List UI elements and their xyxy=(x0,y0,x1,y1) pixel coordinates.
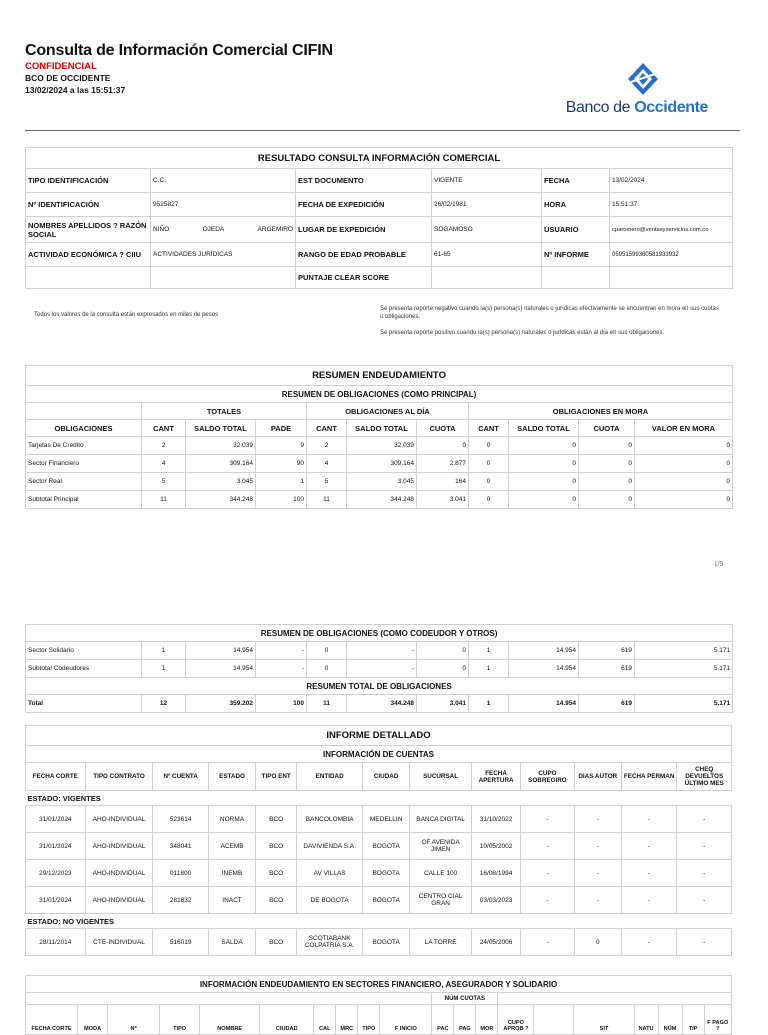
table-cell: - xyxy=(621,887,676,914)
table-cell: 0 xyxy=(469,455,509,473)
table-cell: AV VILLAS xyxy=(297,860,363,887)
table-cell: 619 xyxy=(579,695,635,713)
table-cell: 11 xyxy=(307,695,347,713)
column-header xyxy=(534,1005,574,1035)
table-cell: 348041 xyxy=(153,833,208,860)
table-cell: BOGOTA xyxy=(363,833,410,860)
vigentes-rows xyxy=(26,806,732,914)
table-cell: 11 xyxy=(142,491,186,509)
fecha-exp-value: 26/02/1981 xyxy=(432,193,542,217)
table-cell: CTE-INDIVIDUAL xyxy=(85,929,153,956)
est-doc-label: EST DOCUMENTO xyxy=(296,169,432,193)
no-vigentes-rows xyxy=(26,929,732,956)
table-cell: - xyxy=(621,833,676,860)
total-row xyxy=(26,695,733,713)
table-cell: BCO xyxy=(256,806,297,833)
table-cell: INEMB xyxy=(208,860,255,887)
table-cell: - xyxy=(521,806,574,833)
table-cell: 10/05/2002 xyxy=(471,833,520,860)
report-title: Consulta de Información Comercial CIFIN xyxy=(25,42,333,59)
lugar-exp-value: SOGAMOSO xyxy=(432,217,542,243)
resumen-caption: RESUMEN ENDEUDAMIENTO xyxy=(26,366,733,386)
table-cell: 2 xyxy=(142,437,186,455)
report-header xyxy=(25,42,740,132)
table-cell: BCO xyxy=(256,887,297,914)
column-header: CIUDAD xyxy=(363,763,410,791)
col-saldo-total: SALDO TOTAL xyxy=(186,420,256,437)
column-header: Nº xyxy=(108,1005,160,1035)
table-cell: Sector Solidario xyxy=(26,642,142,660)
table-cell: 14.954 xyxy=(509,642,579,660)
table-cell: 619 xyxy=(579,642,635,660)
table-row xyxy=(26,455,733,473)
table-cell: 1 xyxy=(469,642,509,660)
table-cell: 31/10/2022 xyxy=(471,806,520,833)
table-cell: 0 xyxy=(579,491,635,509)
column-header: FECHA CORTE xyxy=(26,1005,78,1035)
table-cell: 5.171 xyxy=(635,642,733,660)
column-header: FECHA APERTURA xyxy=(471,763,520,791)
table-cell: DAVIVIENDA S.A. xyxy=(297,833,363,860)
codeudor-table xyxy=(25,624,733,713)
group-mora: OBLIGACIONES EN MORA xyxy=(469,403,733,420)
est-doc-value: VIGENTE xyxy=(432,169,542,193)
codeudor-caption: RESUMEN DE OBLIGACIONES (COMO CODEUDOR Y OTROS) xyxy=(26,625,733,642)
table-cell: 523614 xyxy=(153,806,208,833)
table-cell: BOGOTA xyxy=(363,929,410,956)
table-cell: Subtotal Codeudores xyxy=(26,660,142,678)
resultado-caption: RESULTADO CONSULTA INFORMACIÓN COMERCIAL xyxy=(26,148,733,169)
resultado-table xyxy=(25,147,733,289)
table-cell: Sector Financiero xyxy=(26,455,142,473)
total-rows xyxy=(26,695,733,713)
confidential-label: CONFIDENCIAL xyxy=(25,61,97,72)
table-cell: - xyxy=(347,642,417,660)
table-cell: 344.248 xyxy=(186,491,256,509)
note-values-thousands: Todos los valores de la consulta están expresados en miles de pesos xyxy=(34,312,219,318)
table-cell: - xyxy=(677,833,732,860)
table-cell: 1 xyxy=(142,660,186,678)
resumen-rows xyxy=(26,437,733,509)
rango-value: 61-65 xyxy=(432,243,542,267)
table-row xyxy=(26,833,732,860)
table-cell: 14.954 xyxy=(509,660,579,678)
lugar-exp-label: LUGAR DE EXPEDICIÓN xyxy=(296,217,432,243)
table-cell: Subtotal Principal xyxy=(26,491,142,509)
endeudamiento-table xyxy=(25,975,732,1035)
table-cell: - xyxy=(621,929,676,956)
nombres-label: NOMBRES APELLIDOS ? RAZÓN SOCIAL xyxy=(26,217,151,243)
table-cell: - xyxy=(574,887,621,914)
table-cell: 0 xyxy=(417,437,469,455)
table-cell: - xyxy=(677,860,732,887)
note-negative-report: Se presenta reporte negativo cuando la(s) persona(s) naturales o jurídicas efectivamente se encuentran en mora en sus cuotas u obligaciones. xyxy=(380,306,719,320)
hora-label: HORA xyxy=(542,193,610,217)
table-cell: 0 xyxy=(509,437,579,455)
datetime-line: 13/02/2024 a las 15:51:37 xyxy=(25,85,126,95)
table-cell: - xyxy=(677,929,732,956)
num-id-value: 9525827 xyxy=(151,193,296,217)
table-cell: 9 xyxy=(256,437,307,455)
table-cell: BANCOLOMBIA xyxy=(297,806,363,833)
table-cell: 3.041 xyxy=(417,695,469,713)
column-header: TIPO CONTRATO xyxy=(85,763,153,791)
group-totales: TOTALES xyxy=(142,403,307,420)
column-header: TIP xyxy=(682,1005,704,1035)
bank-line: BCO DE OCCIDENTE xyxy=(25,73,111,83)
col-cuota: CUOTA xyxy=(417,420,469,437)
table-cell: AHO-INDIVIDUAL xyxy=(85,833,153,860)
col-obligaciones: OBLIGACIONES xyxy=(26,420,142,437)
table-cell: 14.954 xyxy=(186,642,256,660)
table-cell: 1 xyxy=(469,695,509,713)
column-header: Nº CUENTA xyxy=(153,763,208,791)
table-cell: 0 xyxy=(469,491,509,509)
fecha-label: FECHA xyxy=(542,169,610,193)
table-cell: Tarjetas De Credito xyxy=(26,437,142,455)
table-cell: 1 xyxy=(256,473,307,491)
estado-vigentes-label: ESTADO: VIGENTES xyxy=(26,791,732,806)
table-cell: 5 xyxy=(142,473,186,491)
column-header: MODA xyxy=(78,1005,108,1035)
table-cell: 011800 xyxy=(153,860,208,887)
table-cell: AHO-INDIVIDUAL xyxy=(85,860,153,887)
table-cell: 32.039 xyxy=(347,437,417,455)
table-cell: - xyxy=(347,660,417,678)
column-header: PAG xyxy=(454,1005,476,1035)
table-cell: LA TORRE xyxy=(410,929,472,956)
table-row xyxy=(26,660,733,678)
table-cell: 0 xyxy=(509,491,579,509)
column-header: NÚM xyxy=(658,1005,682,1035)
column-header: ENTIDAD xyxy=(297,763,363,791)
num-id-label: Nº IDENTIFICACIÓN xyxy=(26,193,151,217)
column-header: NATU xyxy=(634,1005,658,1035)
resumen-table xyxy=(25,365,733,509)
table-cell: - xyxy=(621,806,676,833)
usuario-value: cparomero@ventasyservicios.com.co xyxy=(610,217,733,243)
column-header: ESTADO xyxy=(208,763,255,791)
table-cell: 12 xyxy=(142,695,186,713)
nombres-value xyxy=(151,217,296,243)
table-cell: 359.202 xyxy=(186,695,256,713)
column-header: TIPO xyxy=(358,1005,380,1035)
col-cant: CANT xyxy=(307,420,347,437)
column-header: TIPO xyxy=(160,1005,200,1035)
logo-text-banco: Banco de xyxy=(565,99,635,116)
table-cell: 164 xyxy=(417,473,469,491)
table-cell: 11 xyxy=(307,491,347,509)
table-cell: 0 xyxy=(509,473,579,491)
table-cell: 3.045 xyxy=(186,473,256,491)
codeudor-rows xyxy=(26,642,733,678)
table-cell: - xyxy=(256,642,307,660)
table-cell: - xyxy=(256,660,307,678)
usuario-label: USUARIO xyxy=(542,217,610,243)
table-cell: 31/01/2024 xyxy=(26,806,86,833)
nombre-2: OJEDA xyxy=(202,226,225,233)
table-cell: 0 xyxy=(574,929,621,956)
bank-logo xyxy=(548,62,708,122)
table-cell: - xyxy=(521,929,574,956)
col-cuota: CUOTA xyxy=(579,420,635,437)
table-cell: - xyxy=(574,806,621,833)
col-saldo-total: SALDO TOTAL xyxy=(509,420,579,437)
column-header: F PAGO ? xyxy=(704,1005,731,1035)
table-cell: 0 xyxy=(417,642,469,660)
col-saldo-total: SALDO TOTAL xyxy=(347,420,417,437)
table-cell: 0 xyxy=(469,473,509,491)
table-cell: 619 xyxy=(579,660,635,678)
table-cell: SALDA xyxy=(208,929,255,956)
table-cell: 03/03/2023 xyxy=(471,887,520,914)
table-cell: DE BOGOTA xyxy=(297,887,363,914)
table-cell: 5.171 xyxy=(635,660,733,678)
table-cell: 1 xyxy=(469,660,509,678)
fecha-exp-label: FECHA DE EXPEDICIÓN xyxy=(296,193,432,217)
fecha-value: 13/02/2024 xyxy=(610,169,733,193)
table-row xyxy=(26,806,732,833)
column-header: SUCURSAL xyxy=(410,763,472,791)
table-cell: BCO xyxy=(256,833,297,860)
table-cell: 28/11/2014 xyxy=(26,929,86,956)
informe-value: 0595159936058193393​2 xyxy=(610,243,733,267)
table-cell: 0 xyxy=(635,455,733,473)
table-cell: BOGOTA xyxy=(363,887,410,914)
table-cell: 0 xyxy=(635,491,733,509)
table-cell: 100 xyxy=(256,695,307,713)
table-cell: 309.164 xyxy=(347,455,417,473)
tipo-id-label: TIPO IDENTIFICACIÓN xyxy=(26,169,151,193)
table-cell: 100 xyxy=(256,491,307,509)
table-cell: 31/01/2024 xyxy=(26,887,86,914)
informe-caption: INFORME DETALLADO xyxy=(26,726,732,746)
col-pade: PADE xyxy=(256,420,307,437)
total-caption: RESUMEN TOTAL DE OBLIGACIONES xyxy=(26,678,733,695)
table-cell: - xyxy=(521,833,574,860)
cuentas-header-row xyxy=(26,763,732,791)
actividad-value: ACTIVIDADES JURÍDICAS xyxy=(151,243,296,267)
table-cell: 2 xyxy=(307,437,347,455)
table-cell: 14.954 xyxy=(186,660,256,678)
table-cell: 0 xyxy=(307,642,347,660)
table-cell: 32.039 xyxy=(186,437,256,455)
informe-label: Nº INFORME xyxy=(542,243,610,267)
table-cell: AHO-INDIVIDUAL xyxy=(85,887,153,914)
logo-text-occidente: Occidente xyxy=(634,99,708,116)
group-al-dia: OBLIGACIONES AL DÍA xyxy=(307,403,469,420)
table-cell: MEDELLIN xyxy=(363,806,410,833)
table-cell: 516019 xyxy=(153,929,208,956)
column-header: PAC xyxy=(432,1005,454,1035)
table-cell: 2.877 xyxy=(417,455,469,473)
table-row xyxy=(26,473,733,491)
table-row xyxy=(26,491,733,509)
table-cell: 24/05/2006 xyxy=(471,929,520,956)
col-cant: CANT xyxy=(142,420,186,437)
tipo-id-value: C.C. xyxy=(151,169,296,193)
hora-value: 15:51:37 xyxy=(610,193,733,217)
table-cell: 3.041 xyxy=(417,491,469,509)
resumen-subcaption: RESUMEN DE OBLIGACIONES (COMO PRINCIPAL) xyxy=(26,386,733,403)
table-cell: 4 xyxy=(142,455,186,473)
nombre-3: ARGEMIRO xyxy=(257,226,293,233)
table-cell: SCOTIABANK COLPATRIA S.A. xyxy=(297,929,363,956)
column-header: F INICIO xyxy=(380,1005,432,1035)
table-cell: 3.045 xyxy=(347,473,417,491)
table-cell: ACEMB xyxy=(208,833,255,860)
table-row xyxy=(26,887,732,914)
table-row xyxy=(26,437,733,455)
table-cell: CALLE 100 xyxy=(410,860,472,887)
table-cell: - xyxy=(521,887,574,914)
endeudamiento-header-row xyxy=(26,1005,732,1035)
table-cell: - xyxy=(574,833,621,860)
header-divider xyxy=(25,130,740,131)
table-cell: 0 xyxy=(635,473,733,491)
endeudamiento-caption: INFORMACIÓN ENDEUDAMIENTO EN SECTORES FINANCIERO, ASEGURADOR Y SOLIDARIO xyxy=(26,976,732,993)
table-cell: 0 xyxy=(307,660,347,678)
table-cell: BCO xyxy=(256,860,297,887)
column-header: TIPO ENT xyxy=(256,763,297,791)
table-cell: OF.AVENIDA JIMEN xyxy=(410,833,472,860)
column-header: MOR xyxy=(476,1005,498,1035)
table-cell: 0 xyxy=(417,660,469,678)
column-header: CIUDAD xyxy=(260,1005,314,1035)
table-cell: 0 xyxy=(635,437,733,455)
table-cell: - xyxy=(574,860,621,887)
cuentas-subcaption: INFORMACIÓN DE CUENTAS xyxy=(26,746,732,763)
table-cell: 344.248 xyxy=(347,491,417,509)
table-cell: 29/12/2023 xyxy=(26,860,86,887)
column-header: FECHA PERMAN xyxy=(621,763,676,791)
table-cell: - xyxy=(521,860,574,887)
column-header: SIT xyxy=(574,1005,634,1035)
table-cell: 0 xyxy=(579,455,635,473)
table-cell: 0 xyxy=(579,473,635,491)
cuentas-table xyxy=(25,725,732,956)
num-cuotas-group: NÚM CUOTAS xyxy=(432,993,498,1005)
table-cell: Sector Real xyxy=(26,473,142,491)
table-cell: 31/01/2024 xyxy=(26,833,86,860)
rango-label: RANGO DE EDAD PROBABLE xyxy=(296,243,432,267)
table-cell: 0 xyxy=(469,437,509,455)
column-header: CAL xyxy=(314,1005,336,1035)
table-cell: 0 xyxy=(579,437,635,455)
table-cell: 5 xyxy=(307,473,347,491)
table-cell: 90 xyxy=(256,455,307,473)
column-header: CUPO SOBREGIRO xyxy=(521,763,574,791)
table-cell: 5.171 xyxy=(635,695,733,713)
table-cell: 344.248 xyxy=(347,695,417,713)
table-row xyxy=(26,929,732,956)
table-row xyxy=(26,642,733,660)
table-cell: NORMA xyxy=(208,806,255,833)
table-cell: 309.164 xyxy=(186,455,256,473)
table-cell: Total xyxy=(26,695,142,713)
table-cell: INACT xyxy=(208,887,255,914)
nombre-1: NIÑO xyxy=(153,226,170,233)
column-header: NOMBRE xyxy=(200,1005,260,1035)
col-valor-mora: VALOR EN MORA xyxy=(635,420,733,437)
table-cell: 4 xyxy=(307,455,347,473)
table-cell: 16/08/1994 xyxy=(471,860,520,887)
table-cell: CENTRO CIAL GRAN xyxy=(410,887,472,914)
column-header: CHEQ DEVUELTOS ÚLTIMO MES xyxy=(677,763,732,791)
bank-logo-icon xyxy=(627,62,659,96)
table-cell: - xyxy=(677,806,732,833)
table-cell: BANCA DIGITAL xyxy=(410,806,472,833)
table-cell: - xyxy=(621,860,676,887)
page-number: 1/9 xyxy=(714,560,723,568)
estado-no-vigentes-label: ESTADO: NO VIGENTES xyxy=(26,914,732,929)
table-cell: 14.954 xyxy=(509,695,579,713)
table-cell: BOGOTA xyxy=(363,860,410,887)
column-header: FECHA CORTE xyxy=(26,763,86,791)
table-cell: 281832 xyxy=(153,887,208,914)
table-cell: AHO-INDIVIDUAL xyxy=(85,806,153,833)
table-cell: 1 xyxy=(142,642,186,660)
col-cant: CANT xyxy=(469,420,509,437)
column-header: MRC xyxy=(336,1005,358,1035)
table-cell: BCO xyxy=(256,929,297,956)
column-header: DIAS AUTOR xyxy=(574,763,621,791)
note-positive-report: Se presenta reporte positivo cuando la(s) persona(s) naturales o jurídicas están al día en sus obligaciones. xyxy=(380,330,665,336)
actividad-label: ACTIVIDAD ECONÓMICA ? CIIU xyxy=(26,243,151,267)
table-row xyxy=(26,860,732,887)
table-cell: - xyxy=(677,887,732,914)
column-header: CUPO APROB ? xyxy=(498,1005,534,1035)
table-cell: 0 xyxy=(509,455,579,473)
puntaje-label: PUNTAJE CLEAR SCORE xyxy=(296,267,432,289)
